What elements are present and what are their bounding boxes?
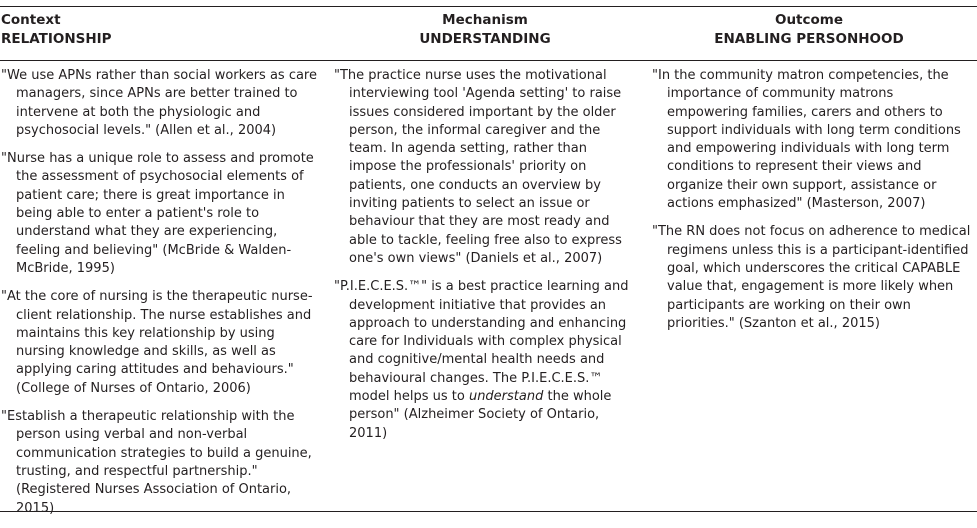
outcome-title: Outcome [774, 12, 844, 28]
outcome-quote: "In the community matron competencies, the importance of community matrons empowering families, carers and others to support individuals with long term conditions and empowering individuals with long term conditions to represent their views and organize their own support, assistance or actions emphasized" (Masterson, 2007) [652, 68, 961, 212]
outcome-header [641, 11, 977, 49]
outcome-column [652, 67, 974, 343]
mechanism-column [334, 67, 636, 453]
mechanism-quote [334, 278, 636, 443]
quote-text: "P.I.E.C.E.S.™" is a best practice learning and development initiative that provides an approach to understanding and enhancing care for Individuals with complex physical and cognitive/mental health needs and behavioural changes. The P.I.E.C.E.S.™ model helps us to [334, 279, 629, 405]
context-subtitle: RELATIONSHIP [1, 31, 112, 47]
emphasis-text: understand [468, 389, 544, 405]
mechanism-header [331, 11, 639, 49]
context-quote: "Nurse has a unique role to assess and promote the assessment of psychosocial elements of patient care; there is great importance in being able to enter a patient's role to understand what they are experiencing, feeling and believing" (McBride & Walden- McBride, 1995) [1, 151, 314, 276]
quote-text: the whole person" (Alzheimer Society of Ontario, 2011) [349, 389, 612, 441]
mechanism-title: Mechanism [442, 12, 528, 28]
outcome-subtitle: ENABLING PERSONHOOD [714, 31, 904, 47]
context-quote: "Establish a therapeutic relationship with the person using verbal and non-verbal communication strategies to build a genuine, trusting, and respectful partnership." (Registered Nurses Association of Ontario, 2015) [1, 409, 312, 516]
mechanism-quote: "The practice nurse uses the motivational interviewing tool 'Agenda setting' to raise issues considered important by the older person, the informal caregiver and the team. In agenda setting, rather than impose the professionals' priority on patients, one conducts an overview by inviting patients to select an issue or behaviour that they are most ready and able to tackle, feeling free also to express one's own views" (Daniels et al., 2007) [334, 68, 622, 266]
table-bottom-rule [0, 511, 977, 512]
header-rule [0, 60, 977, 61]
context-header [1, 11, 112, 49]
outcome-quote: "The RN does not focus on adherence to medical regimens unless this is a participant-identified goal, which underscores the critical CAPABLE value that, engagement is more likely when participants are working on their own priorities." (Szanton et al., 2015) [652, 224, 971, 331]
table-top-rule [0, 6, 977, 7]
context-quote: "We use APNs rather than social workers as care managers, since APNs are better trained to intervene at both the physiologic and psychosocial levels." (Allen et al., 2004) [1, 68, 317, 138]
context-quote: "At the core of nursing is the therapeutic nurse-client relationship. The nurse establishes and maintains this key relationship by using nursing knowledge and skills, as well as applying caring attitudes and behaviours." (College of Nurses of Ontario, 2006) [1, 289, 313, 396]
mechanism-subtitle: UNDERSTANDING [419, 31, 551, 47]
context-column [1, 67, 323, 528]
context-title: Context [1, 12, 61, 28]
